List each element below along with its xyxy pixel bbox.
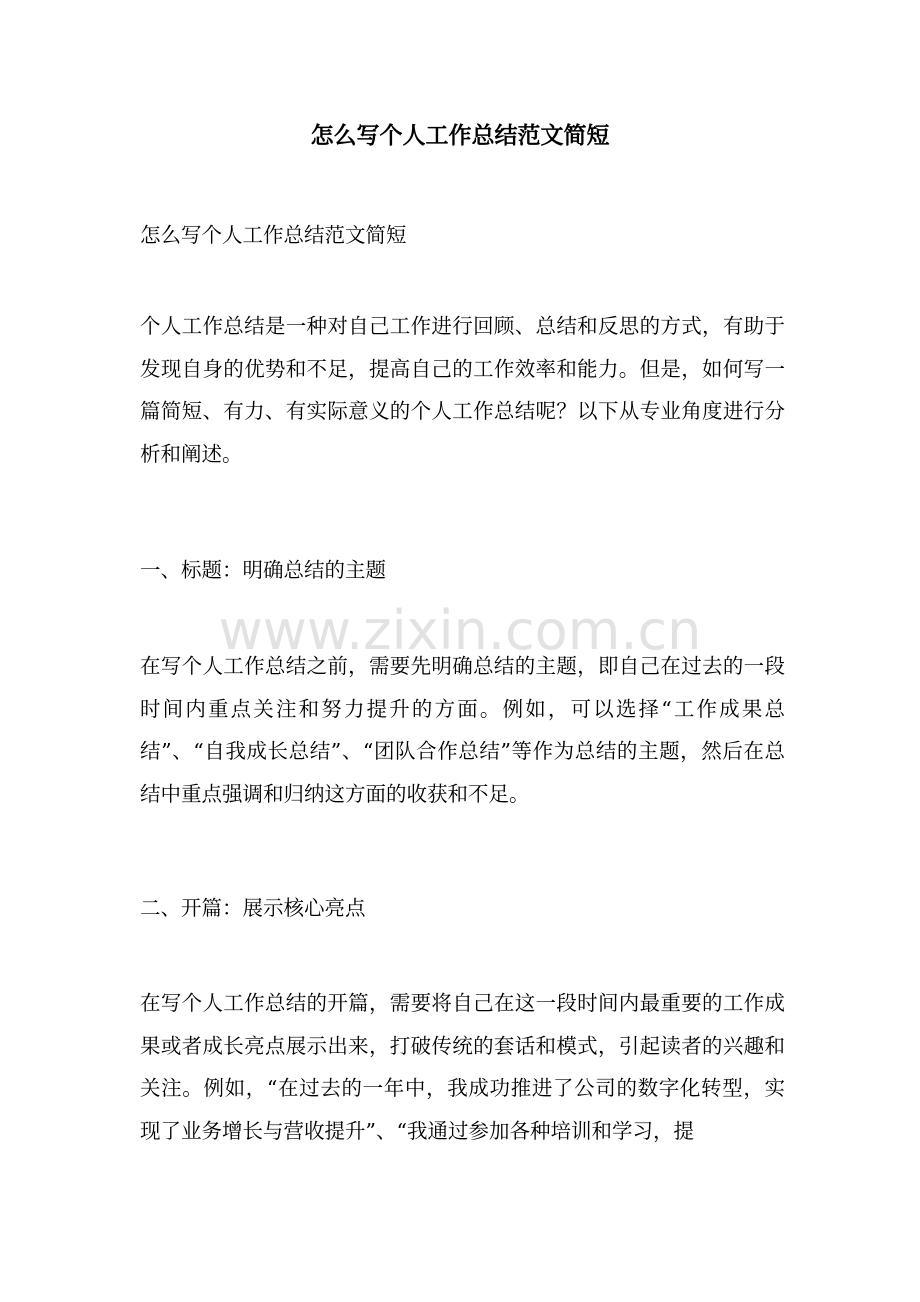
section-2-body: 在写个人工作总结的开篇，需要将自己在这一段时间内最重要的工作成果或者成长亮点展示出来，打破传统的套话和模式，引起读者的兴趣和关注。例如，“在过去的一年中，我成功推进了公司的数字化转型，实现了业务增长与营收提升”、“我通过参加各种培训和学习，提 — [140, 991, 785, 1143]
section-1-heading: 一、标题：明确总结的主题 — [140, 558, 386, 582]
watermark-text: www.zixin.com.cn — [218, 599, 702, 662]
section-1-body: 在写个人工作总结之前，需要先明确总结的主题，即自己在过去的一段时间内重点关注和努力提升的方面。例如，可以选择“工作成果总结”、“自我成长总结”、“团队合作总结”等作为总结的主题，然后在总结中重点强调和归纳这方面的收获和不足。 — [140, 654, 785, 806]
section-2-heading: 二、开篇：展示核心亮点 — [140, 896, 366, 920]
intro-paragraph: 个人工作总结是一种对自己工作进行回顾、总结和反思的方式，有助于发现自身的优势和不足，提高自己的工作效率和能力。但是，如何写一篇简短、有力、有实际意义的个人工作总结呢？以下从专业角度进行分析和阐述。 — [140, 314, 785, 466]
document-subtitle: 怎么写个人工作总结范文简短 — [140, 223, 407, 247]
document-title: 怎么写个人工作总结范文简短 — [310, 122, 610, 149]
